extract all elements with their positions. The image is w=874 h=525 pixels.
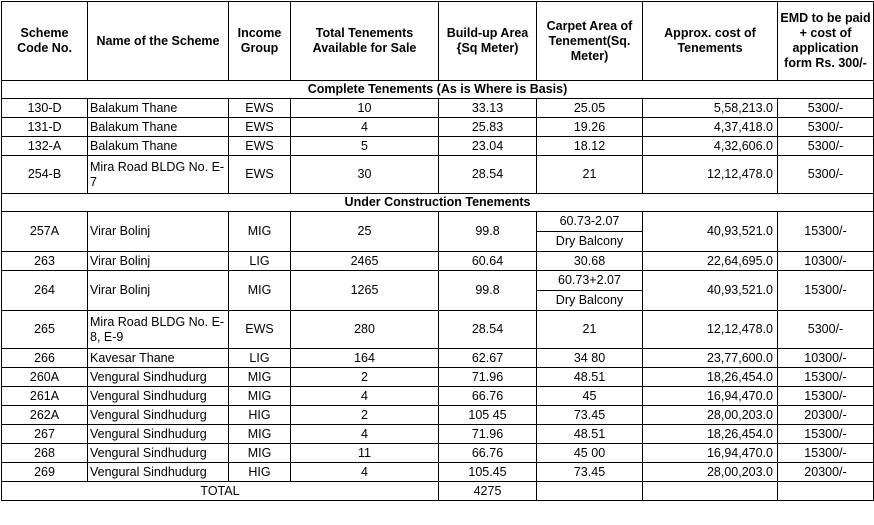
total-empty-cell bbox=[643, 482, 778, 501]
header-total: Total Tenements Available for Sale bbox=[291, 2, 439, 81]
cell-buildup: 71.96 bbox=[439, 368, 537, 387]
cell-code: 265 bbox=[2, 311, 88, 349]
table-row bbox=[2, 368, 874, 387]
cell-code: 266 bbox=[2, 349, 88, 368]
table-row bbox=[2, 387, 874, 406]
cell-cost: 23,77,600.0 bbox=[643, 349, 778, 368]
cell-emd: 5300/- bbox=[778, 118, 874, 137]
total-label: TOTAL bbox=[2, 482, 439, 501]
cell-name: Balakum Thane bbox=[88, 118, 229, 137]
table-row bbox=[2, 99, 874, 118]
section-under-construction: Under Construction Tenements bbox=[2, 194, 874, 212]
cell-buildup: 105.45 bbox=[439, 463, 537, 482]
cell-name: Balakum Thane bbox=[88, 137, 229, 156]
cell-cost: 28,00,203.0 bbox=[643, 406, 778, 425]
cell-income: MIG bbox=[229, 444, 291, 463]
cell-emd: 10300/- bbox=[778, 252, 874, 271]
cell-cost: 4,37,418.0 bbox=[643, 118, 778, 137]
cell-emd: 20300/- bbox=[778, 463, 874, 482]
cell-buildup: 99.8 bbox=[439, 212, 537, 252]
cell-code: 261A bbox=[2, 387, 88, 406]
cell-emd: 15300/- bbox=[778, 387, 874, 406]
table-row bbox=[2, 137, 874, 156]
cell-carpet: 18.12 bbox=[537, 137, 643, 156]
cell-total: 10 bbox=[291, 99, 439, 118]
cell-total: 30 bbox=[291, 156, 439, 194]
cell-buildup: 62.67 bbox=[439, 349, 537, 368]
cell-buildup: 66.76 bbox=[439, 444, 537, 463]
cell-name: Mira Road BLDG No. E-8, E-9 bbox=[88, 311, 229, 349]
cell-emd: 10300/- bbox=[778, 349, 874, 368]
cell-buildup: 28.54 bbox=[439, 156, 537, 194]
cell-income: EWS bbox=[229, 118, 291, 137]
cell-emd: 5300/- bbox=[778, 99, 874, 118]
cell-buildup: 60.64 bbox=[439, 252, 537, 271]
cell-carpet: 48.51 bbox=[537, 368, 643, 387]
cell-cost: 4,32,606.0 bbox=[643, 137, 778, 156]
cell-total: 25 bbox=[291, 212, 439, 252]
tenement-table bbox=[1, 1, 874, 501]
cell-total: 4 bbox=[291, 425, 439, 444]
table-row bbox=[2, 444, 874, 463]
cell-buildup: 99.8 bbox=[439, 271, 537, 311]
cell-code: 254-B bbox=[2, 156, 88, 194]
cell-income: HIG bbox=[229, 463, 291, 482]
cell-code: 269 bbox=[2, 463, 88, 482]
section-row bbox=[2, 81, 874, 99]
cell-carpet: 21 bbox=[537, 311, 643, 349]
cell-income: MIG bbox=[229, 271, 291, 311]
table-row bbox=[2, 425, 874, 444]
cell-total: 11 bbox=[291, 444, 439, 463]
cell-total: 4 bbox=[291, 387, 439, 406]
cell-code: 131-D bbox=[2, 118, 88, 137]
cell-buildup: 25.83 bbox=[439, 118, 537, 137]
carpet-area-value: 60.73-2.07 bbox=[537, 212, 642, 232]
table-row bbox=[2, 212, 874, 252]
header-row bbox=[2, 2, 874, 81]
section-row bbox=[2, 194, 874, 212]
cell-income: MIG bbox=[229, 368, 291, 387]
cell-cost: 18,26,454.0 bbox=[643, 368, 778, 387]
cell-emd: 15300/- bbox=[778, 444, 874, 463]
cell-emd: 15300/- bbox=[778, 212, 874, 252]
header-code: Scheme Code No. bbox=[2, 2, 88, 81]
cell-cost: 18,26,454.0 bbox=[643, 425, 778, 444]
cell-total: 280 bbox=[291, 311, 439, 349]
table-row bbox=[2, 311, 874, 349]
cell-name: Virar Bolinj bbox=[88, 252, 229, 271]
cell-cost: 16,94,470.0 bbox=[643, 444, 778, 463]
cell-emd: 5300/- bbox=[778, 311, 874, 349]
cell-carpet: 73.45 bbox=[537, 406, 643, 425]
cell-buildup: 105 45 bbox=[439, 406, 537, 425]
total-empty-cell bbox=[778, 482, 874, 501]
cell-cost: 12,12,478.0 bbox=[643, 156, 778, 194]
cell-code: 267 bbox=[2, 425, 88, 444]
table-row bbox=[2, 118, 874, 137]
cell-name: Kavesar Thane bbox=[88, 349, 229, 368]
cell-carpet: 34 80 bbox=[537, 349, 643, 368]
cell-name: Vengural Sindhudurg bbox=[88, 387, 229, 406]
cell-code: 264 bbox=[2, 271, 88, 311]
cell-income: MIG bbox=[229, 387, 291, 406]
cell-total: 2 bbox=[291, 406, 439, 425]
cell-income: EWS bbox=[229, 99, 291, 118]
cell-buildup: 23.04 bbox=[439, 137, 537, 156]
table-row bbox=[2, 349, 874, 368]
cell-carpet bbox=[537, 212, 643, 252]
cell-carpet: 30.68 bbox=[537, 252, 643, 271]
cell-code: 263 bbox=[2, 252, 88, 271]
cell-buildup: 66.76 bbox=[439, 387, 537, 406]
cell-emd: 20300/- bbox=[778, 406, 874, 425]
cell-code: 268 bbox=[2, 444, 88, 463]
section-complete: Complete Tenements (As is Where is Basis) bbox=[2, 81, 874, 99]
cell-name: Vengural Sindhudurg bbox=[88, 444, 229, 463]
cell-total: 164 bbox=[291, 349, 439, 368]
table-row bbox=[2, 252, 874, 271]
cell-carpet: 21 bbox=[537, 156, 643, 194]
total-empty-cell bbox=[537, 482, 643, 501]
cell-cost: 12,12,478.0 bbox=[643, 311, 778, 349]
cell-buildup: 71.96 bbox=[439, 425, 537, 444]
header-emd: EMD to be paid + cost of application form Rs. 300/- bbox=[778, 2, 874, 81]
cell-cost: 40,93,521.0 bbox=[643, 271, 778, 311]
cell-name: Vengural Sindhudurg bbox=[88, 406, 229, 425]
cell-income: EWS bbox=[229, 156, 291, 194]
cell-name: Vengural Sindhudurg bbox=[88, 368, 229, 387]
cell-income: EWS bbox=[229, 137, 291, 156]
carpet-area-value: 60.73+2.07 bbox=[537, 271, 642, 291]
cell-code: 130-D bbox=[2, 99, 88, 118]
cell-emd: 5300/- bbox=[778, 137, 874, 156]
cell-carpet: 45 00 bbox=[537, 444, 643, 463]
cell-code: 132-A bbox=[2, 137, 88, 156]
cell-carpet: 48.51 bbox=[537, 425, 643, 444]
cell-income: MIG bbox=[229, 212, 291, 252]
cell-income: MIG bbox=[229, 425, 291, 444]
cell-cost: 28,00,203.0 bbox=[643, 463, 778, 482]
cell-emd: 15300/- bbox=[778, 425, 874, 444]
cell-total: 4 bbox=[291, 118, 439, 137]
header-cost: Approx. cost of Tenements bbox=[643, 2, 778, 81]
cell-name: Vengural Sindhudurg bbox=[88, 425, 229, 444]
cell-name: Virar Bolinj bbox=[88, 212, 229, 252]
cell-total: 2465 bbox=[291, 252, 439, 271]
table-row bbox=[2, 271, 874, 311]
cell-emd: 15300/- bbox=[778, 368, 874, 387]
cell-buildup: 33.13 bbox=[439, 99, 537, 118]
total-row bbox=[2, 482, 874, 501]
cell-carpet: 45 bbox=[537, 387, 643, 406]
header-income: Income Group bbox=[229, 2, 291, 81]
cell-carpet: 19.26 bbox=[537, 118, 643, 137]
cell-emd: 5300/- bbox=[778, 156, 874, 194]
cell-income: EWS bbox=[229, 311, 291, 349]
cell-income: LIG bbox=[229, 349, 291, 368]
cell-cost: 5,58,213.0 bbox=[643, 99, 778, 118]
cell-name: Mira Road BLDG No. E-7 bbox=[88, 156, 229, 194]
cell-carpet: 25.05 bbox=[537, 99, 643, 118]
cell-buildup: 28.54 bbox=[439, 311, 537, 349]
cell-total: 1265 bbox=[291, 271, 439, 311]
cell-cost: 22,64,695.0 bbox=[643, 252, 778, 271]
header-buildup: Build-up Area {Sq Meter) bbox=[439, 2, 537, 81]
cell-code: 260A bbox=[2, 368, 88, 387]
carpet-area-note: Dry Balcony bbox=[555, 234, 624, 248]
cell-income: LIG bbox=[229, 252, 291, 271]
cell-total: 2 bbox=[291, 368, 439, 387]
cell-total: 5 bbox=[291, 137, 439, 156]
header-name: Name of the Scheme bbox=[88, 2, 229, 81]
cell-cost: 40,93,521.0 bbox=[643, 212, 778, 252]
cell-name: Balakum Thane bbox=[88, 99, 229, 118]
table-row bbox=[2, 463, 874, 482]
cell-emd: 15300/- bbox=[778, 271, 874, 311]
cell-name: Vengural Sindhudurg bbox=[88, 463, 229, 482]
carpet-area-note: Dry Balcony bbox=[555, 293, 624, 307]
cell-total: 4 bbox=[291, 463, 439, 482]
total-value: 4275 bbox=[439, 482, 537, 501]
cell-code: 257A bbox=[2, 212, 88, 252]
cell-carpet bbox=[537, 271, 643, 311]
cell-income: HIG bbox=[229, 406, 291, 425]
cell-cost: 16,94,470.0 bbox=[643, 387, 778, 406]
cell-name: Virar Bolinj bbox=[88, 271, 229, 311]
table-row bbox=[2, 156, 874, 194]
header-carpet: Carpet Area of Tenement(Sq. Meter) bbox=[537, 2, 643, 81]
cell-carpet: 73.45 bbox=[537, 463, 643, 482]
cell-code: 262A bbox=[2, 406, 88, 425]
table-row bbox=[2, 406, 874, 425]
